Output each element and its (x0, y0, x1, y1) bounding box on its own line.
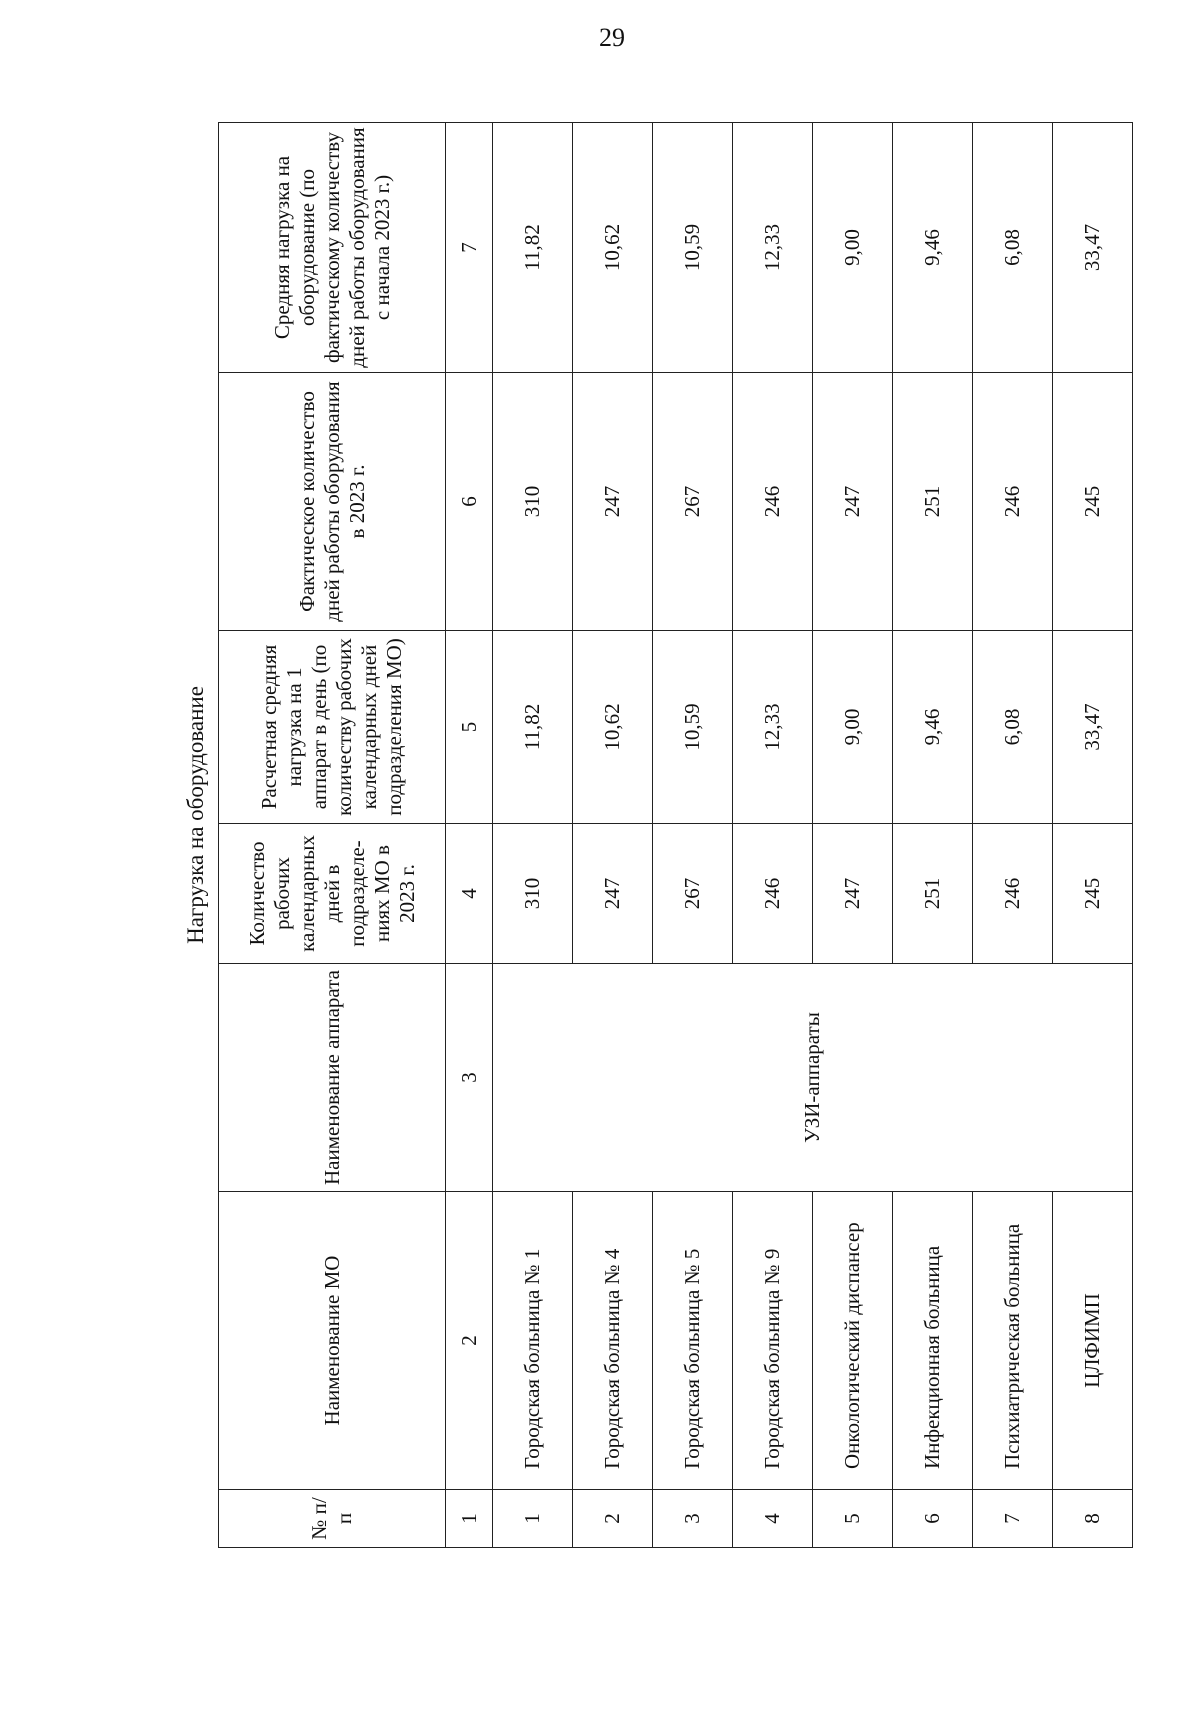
avg-load: 9,46 (893, 123, 973, 373)
table-row (653, 123, 733, 1548)
actual-days: 246 (733, 373, 813, 631)
header-cell: Наименование МО (219, 1192, 446, 1490)
mo-name: Городская больница № 5 (653, 1192, 733, 1490)
calc-load: 10,59 (653, 631, 733, 824)
working-days: 267 (653, 824, 733, 964)
table-header-row (219, 123, 446, 1548)
calc-load: 12,33 (733, 631, 813, 824)
calc-load: 6,08 (973, 631, 1053, 824)
header-cell: № п/п (219, 1490, 446, 1548)
working-days: 310 (493, 824, 573, 964)
header-cell: Расчетная средняя нагрузка на 1 аппарат в день (по количеству рабочих календарных дней подразделения МО) (219, 631, 446, 824)
actual-days: 246 (973, 373, 1053, 631)
actual-days: 247 (573, 373, 653, 631)
header-cell: Количество рабочих календарных дней в подразделе-ниях МО в 2023 г. (219, 824, 446, 964)
row-number: 7 (973, 1490, 1053, 1548)
calc-load: 33,47 (1053, 631, 1133, 824)
avg-load: 6,08 (973, 123, 1053, 373)
column-number: 6 (446, 373, 493, 631)
equipment-load-table (218, 122, 1133, 1548)
row-number: 4 (733, 1490, 813, 1548)
avg-load: 12,33 (733, 123, 813, 373)
column-number: 7 (446, 123, 493, 373)
table-row (1053, 123, 1133, 1548)
row-number: 6 (893, 1490, 973, 1548)
rotated-content (180, 110, 1180, 1640)
actual-days: 245 (1053, 373, 1133, 631)
working-days: 246 (973, 824, 1053, 964)
avg-load: 10,59 (653, 123, 733, 373)
working-days: 245 (1053, 824, 1133, 964)
header-cell: Средняя нагрузка на оборудование (по фактическому количеству дней работы оборудования с начала 2023 г.) (219, 123, 446, 373)
page-number: 29 (599, 23, 625, 52)
column-number: 1 (446, 1490, 493, 1548)
working-days: 247 (813, 824, 893, 964)
avg-load: 9,00 (813, 123, 893, 373)
calc-load: 10,62 (573, 631, 653, 824)
avg-load: 33,47 (1053, 123, 1133, 373)
actual-days: 251 (893, 373, 973, 631)
document-title: Нагрузка на оборудование (183, 686, 208, 944)
avg-load: 11,82 (493, 123, 573, 373)
header-cell: Фактическое количество дней работы оборудования в 2023 г. (219, 373, 446, 631)
mo-name: Инфекционная больница (893, 1192, 973, 1490)
table-row (733, 123, 813, 1548)
row-number: 3 (653, 1490, 733, 1548)
table-row (813, 123, 893, 1548)
mo-name: Городская больница № 1 (493, 1192, 573, 1490)
row-number: 1 (493, 1490, 573, 1548)
actual-days: 310 (493, 373, 573, 631)
column-number: 5 (446, 631, 493, 824)
mo-name: Городская больница № 4 (573, 1192, 653, 1490)
row-number: 8 (1053, 1490, 1133, 1548)
calc-load: 11,82 (493, 631, 573, 824)
table-row (893, 123, 973, 1548)
calc-load: 9,00 (813, 631, 893, 824)
column-number: 3 (446, 964, 493, 1192)
working-days: 247 (573, 824, 653, 964)
actual-days: 267 (653, 373, 733, 631)
calc-load: 9,46 (893, 631, 973, 824)
table-row (973, 123, 1053, 1548)
row-number: 5 (813, 1490, 893, 1548)
row-number: 2 (573, 1490, 653, 1548)
avg-load: 10,62 (573, 123, 653, 373)
actual-days: 247 (813, 373, 893, 631)
mo-name: Онкологический диспансер (813, 1192, 893, 1490)
table-row (573, 123, 653, 1548)
working-days: 246 (733, 824, 813, 964)
device-name: УЗИ-аппараты (493, 964, 1133, 1192)
working-days: 251 (893, 824, 973, 964)
column-number: 4 (446, 824, 493, 964)
column-number: 2 (446, 1192, 493, 1490)
column-number-row (446, 123, 493, 1548)
mo-name: Городская больница № 9 (733, 1192, 813, 1490)
table-row (493, 123, 573, 1548)
mo-name: Психиатрическая больница (973, 1192, 1053, 1490)
mo-name: ЦЛФИМП (1053, 1192, 1133, 1490)
header-cell: Наименование аппарата (219, 964, 446, 1192)
